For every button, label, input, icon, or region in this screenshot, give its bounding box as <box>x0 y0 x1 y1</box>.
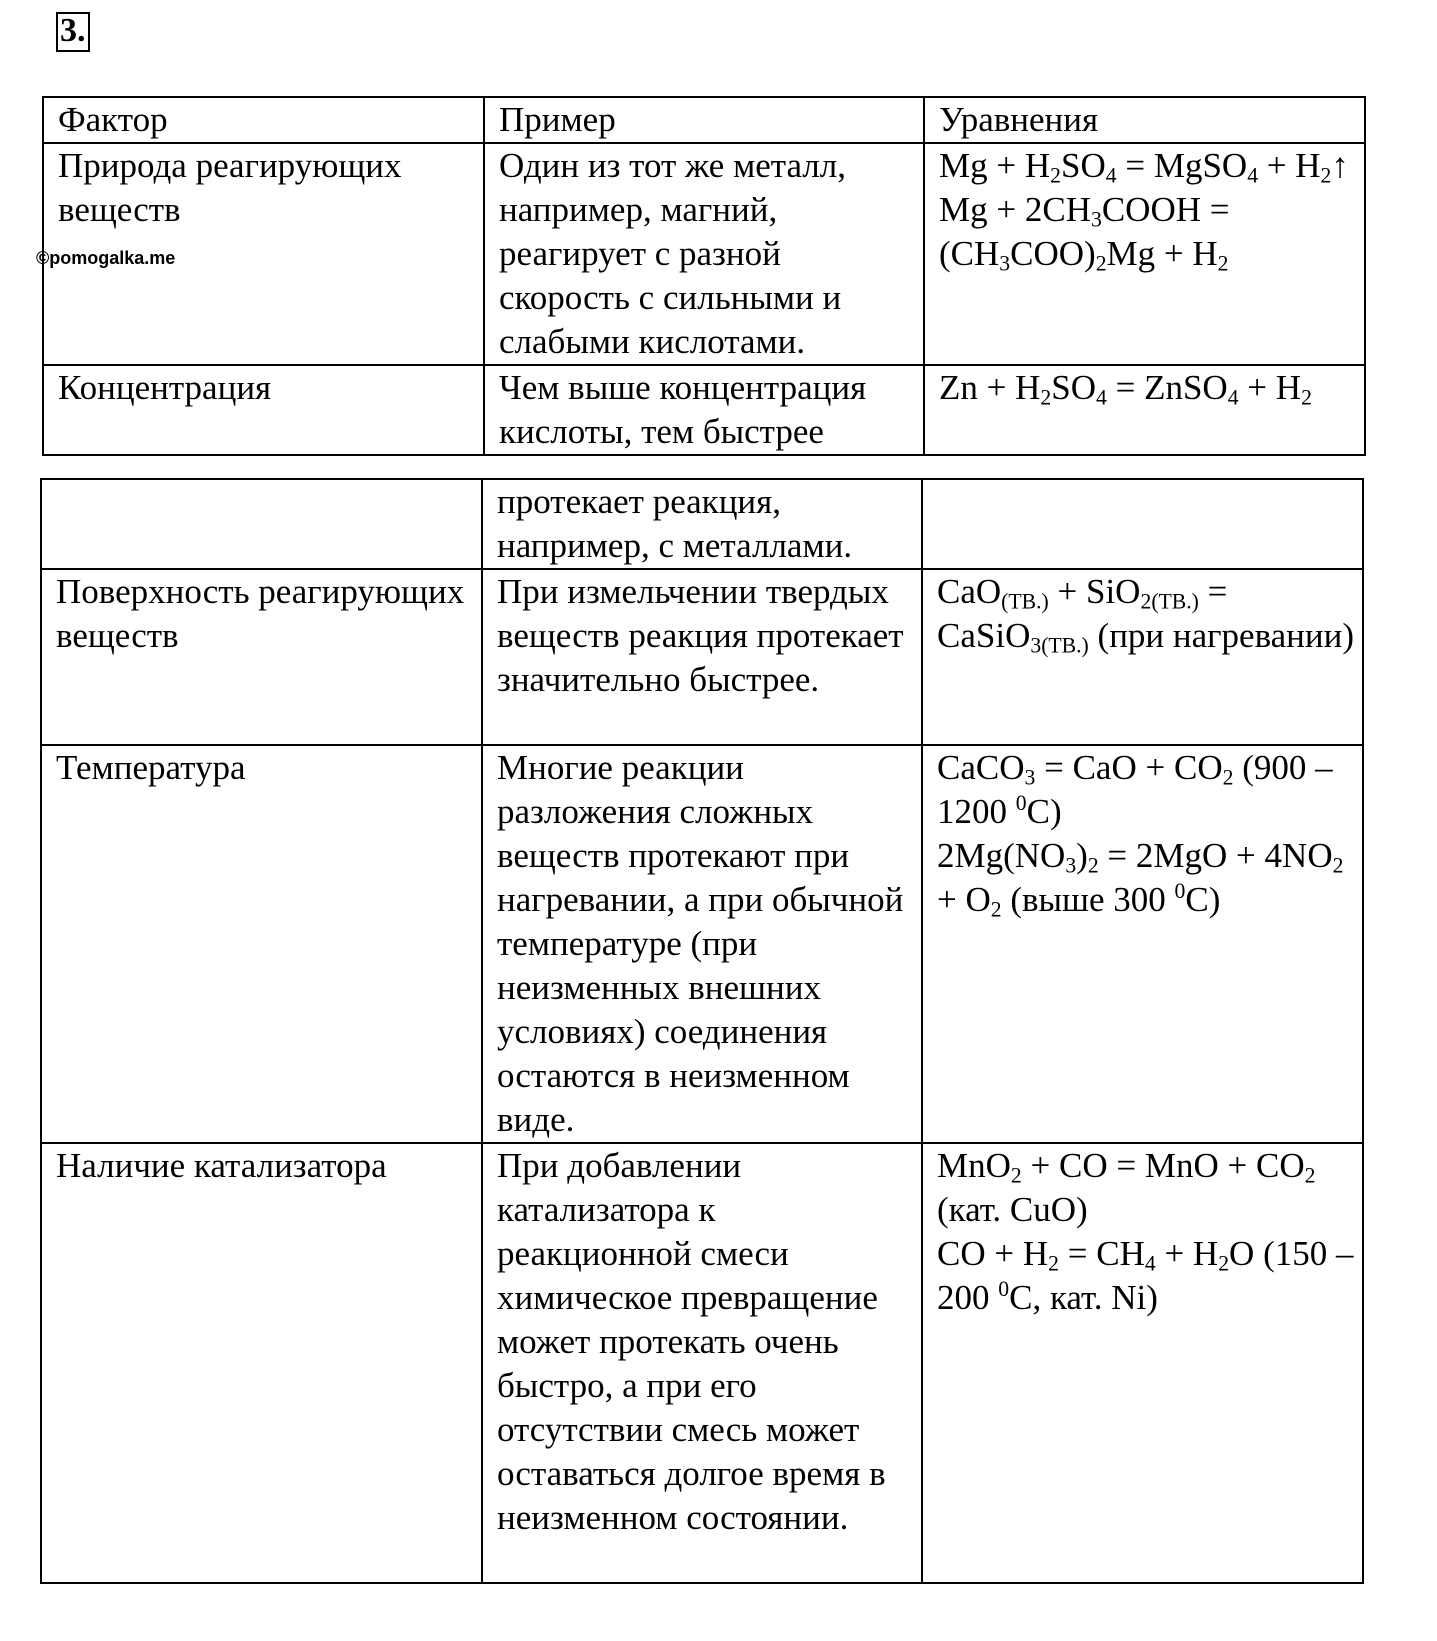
task-number: 3. <box>56 12 90 52</box>
table-row <box>43 365 1365 455</box>
example-cell: Многие реакции разложения сложных веществ протекают при нагревании, а при обычной температуре (при неизменных внешних условиях) соединения остаются в неизменном виде. <box>482 745 922 1143</box>
table-row <box>43 143 1365 365</box>
example-cell: Один из тот же металл, например, магний, реагирует с разной скорость с сильными и слабыми кислотами. <box>484 143 924 365</box>
equation-cell: MnO$_2$ + CO = MnO + $CO_2$ (кат. CuO) CO + $H_2 = CH_4 + H_2O$ (150 – 200 $^0$C, кат. Ni) <box>922 1143 1363 1583</box>
example-cell: Чем выше концентрация кислоты, тем быстрее <box>484 365 924 455</box>
table-row <box>41 745 1363 1143</box>
equation-cell: CaO$_{(ТВ.)}$ + SiO$_{2(ТВ.)}$ = CaSiO$_{3(ТВ.)}$ (при нагревании) <box>922 569 1363 745</box>
factor-cell: Наличие катализатора <box>41 1143 482 1583</box>
factor-cell <box>41 479 482 569</box>
example-cell: При измельчении твердых веществ реакция протекает значительно быстрее. <box>482 569 922 745</box>
watermark: ©pomogalka.me <box>36 248 176 268</box>
equation-cell: $Zn + H_2SO_4$ = ZnSO$_4$ + $H_2$ <box>924 365 1365 455</box>
example-cell: При добавлении катализатора к реакционной смеси химическое превращение может протекать очень быстро, а при его отсутствии смесь может оставаться долгое время в неизменном состоянии. <box>482 1143 922 1583</box>
header-factor: Фактор <box>43 97 484 143</box>
factors-table-part2 <box>40 478 1364 1584</box>
table-header-row <box>43 97 1365 143</box>
table-row <box>41 569 1363 745</box>
factor-cell: Поверхность реагирующих веществ <box>41 569 482 745</box>
example-cell: протекает реакция, например, с металлами. <box>482 479 922 569</box>
equation-cell: CaCO$_3$ = CaO + $CO_2$ (900 – 1200 $^0$C) $2Mg(NO_3)_2 = 2MgO + 4NO_2 + O_2$ (выше 300 $^0$C) <box>922 745 1363 1143</box>
equation-cell: $Mg + H_2SO_4$ = MgSO$_4$ + $H_2↑$ $Mg + 2CH_3COOH = (CH_3COO)_2Mg + H_2$ <box>924 143 1365 365</box>
table-row <box>41 1143 1363 1583</box>
table-row <box>41 479 1363 569</box>
equation-cell <box>922 479 1363 569</box>
factor-cell: Температура <box>41 745 482 1143</box>
factor-cell: Природа реагирующих веществ <box>43 143 484 365</box>
header-equations: Уравнения <box>924 97 1365 143</box>
factor-cell: Концентрация <box>43 365 484 455</box>
factors-table-part1 <box>42 96 1366 456</box>
header-example: Пример <box>484 97 924 143</box>
